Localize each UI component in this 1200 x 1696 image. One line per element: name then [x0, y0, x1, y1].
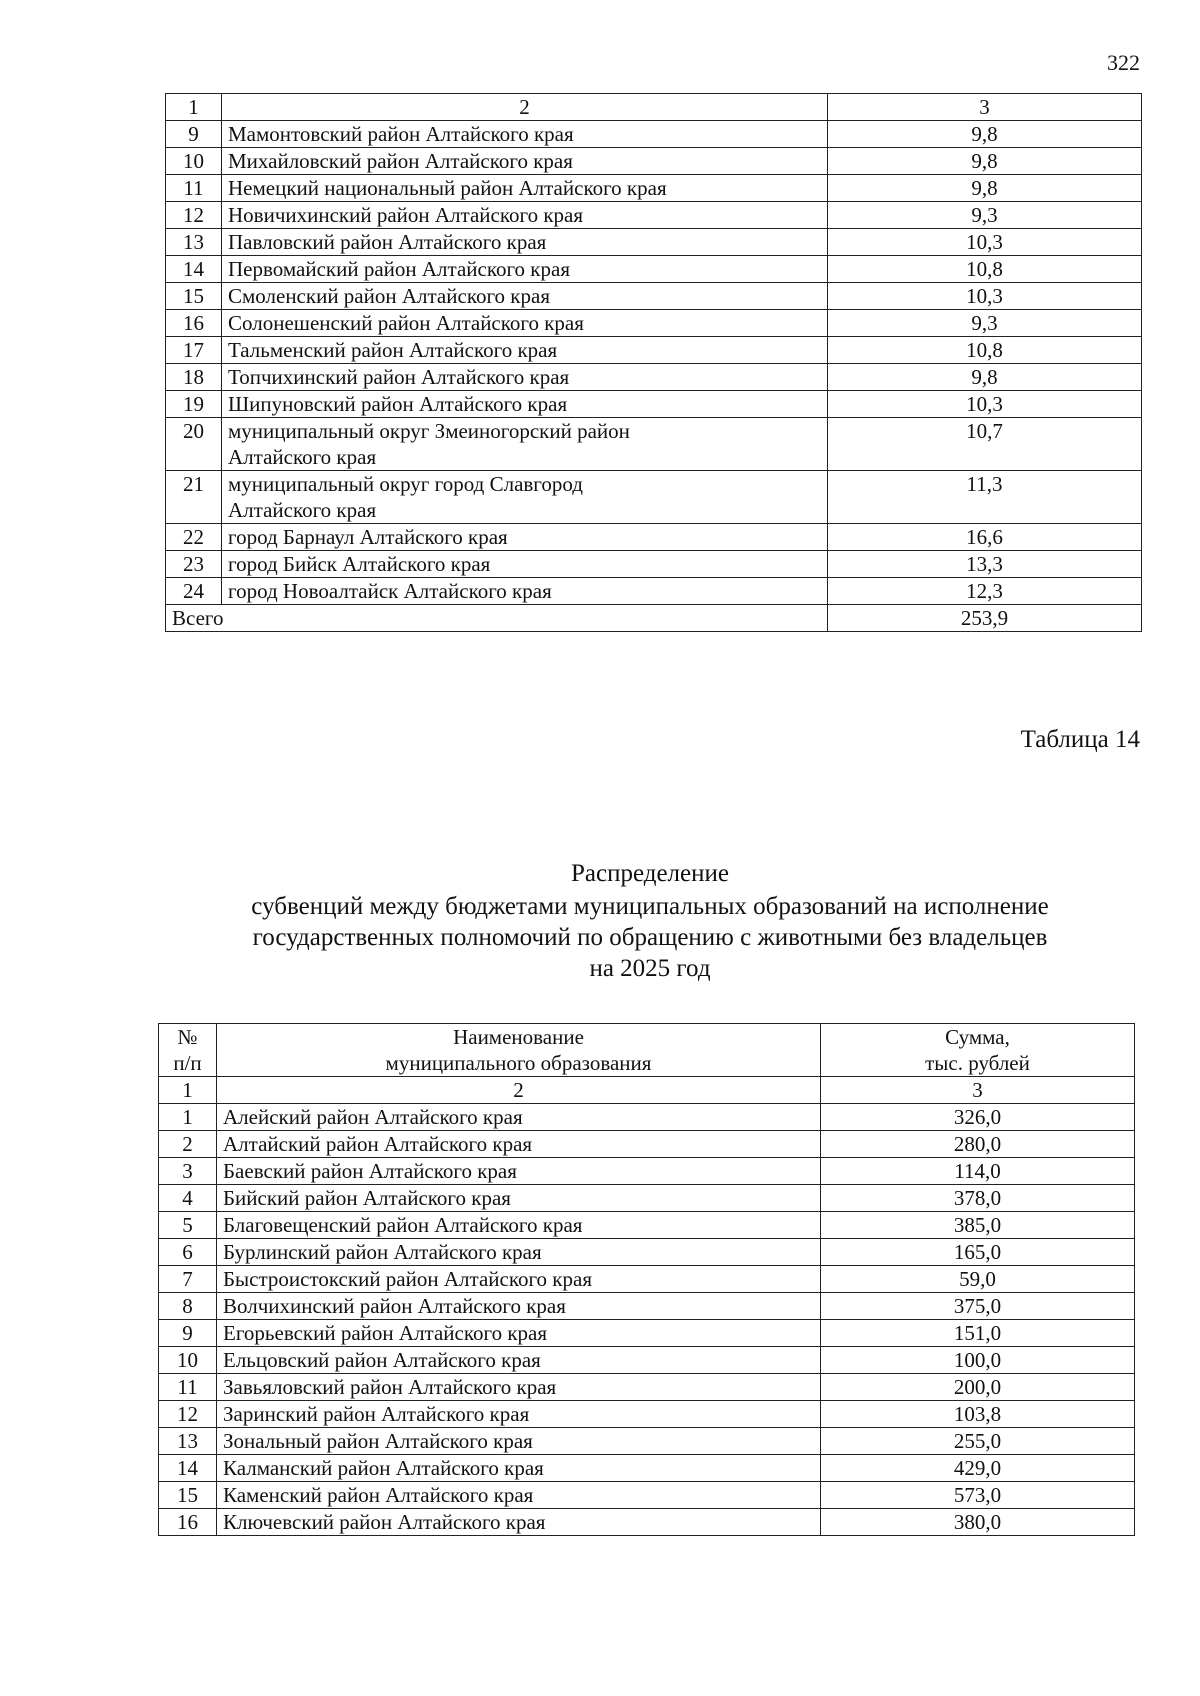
amount-value: 12,3: [828, 578, 1142, 605]
municipality-name: Шипуновский район Алтайского края: [222, 391, 828, 418]
table-row: [159, 1455, 1135, 1482]
municipality-name: Алейский район Алтайского края: [217, 1104, 821, 1131]
municipality-name: Смоленский район Алтайского края: [222, 283, 828, 310]
table-row: [159, 1401, 1135, 1428]
table-heading: [160, 858, 1140, 984]
row-number: 6: [159, 1239, 217, 1266]
header-text: тыс. рублей: [925, 1051, 1030, 1075]
amount-value: 114,0: [821, 1158, 1135, 1185]
header-name: [217, 1024, 821, 1077]
row-number: 12: [166, 202, 222, 229]
row-number: 11: [159, 1374, 217, 1401]
table-row: [159, 1482, 1135, 1509]
municipality-name: Бийский район Алтайского края: [217, 1185, 821, 1212]
amount-value: 380,0: [821, 1509, 1135, 1536]
row-number: 2: [159, 1131, 217, 1158]
row-number: 20: [166, 418, 222, 471]
municipality-name: Алтайский район Алтайского края: [217, 1131, 821, 1158]
total-row: [166, 605, 1142, 632]
municipality-name: Немецкий национальный район Алтайского края: [222, 175, 828, 202]
amount-value: 10,3: [828, 283, 1142, 310]
row-number: 19: [166, 391, 222, 418]
row-number: 16: [159, 1509, 217, 1536]
table-continuation: [165, 93, 1142, 632]
table-row: [166, 391, 1142, 418]
header-text: муниципального образования: [385, 1051, 652, 1075]
municipality-name: Благовещенский район Алтайского края: [217, 1212, 821, 1239]
row-number: 1: [159, 1104, 217, 1131]
row-number: 4: [159, 1185, 217, 1212]
column-number-2: 2: [222, 94, 828, 121]
amount-value: 326,0: [821, 1104, 1135, 1131]
amount-value: 9,8: [828, 121, 1142, 148]
table-row: [166, 256, 1142, 283]
column-number-3: 3: [821, 1077, 1135, 1104]
table-row: [166, 337, 1142, 364]
amount-value: 151,0: [821, 1320, 1135, 1347]
municipality-name: Бурлинский район Алтайского края: [217, 1239, 821, 1266]
column-number-1: 1: [166, 94, 222, 121]
row-number: 14: [159, 1455, 217, 1482]
total-label: Всего: [166, 605, 828, 632]
table-row: [159, 1266, 1135, 1293]
table-row: [166, 202, 1142, 229]
amount-value: 103,8: [821, 1401, 1135, 1428]
amount-value: 9,8: [828, 148, 1142, 175]
amount-value: 10,7: [828, 418, 1142, 471]
header-text: Наименование: [453, 1025, 584, 1049]
table-header-row: [166, 94, 1142, 121]
row-number: 12: [159, 1401, 217, 1428]
municipality-name: Калманский район Алтайского края: [217, 1455, 821, 1482]
amount-value: 378,0: [821, 1185, 1135, 1212]
amount-value: 255,0: [821, 1428, 1135, 1455]
table-row: [166, 283, 1142, 310]
header-sum: [821, 1024, 1135, 1077]
table-row: [159, 1428, 1135, 1455]
header-number: [159, 1024, 217, 1077]
amount-value: 100,0: [821, 1347, 1135, 1374]
municipality-name: [222, 471, 828, 524]
table-row: [159, 1185, 1135, 1212]
row-number: 9: [159, 1320, 217, 1347]
municipality-name: Заринский район Алтайского края: [217, 1401, 821, 1428]
municipality-name: Егорьевский район Алтайского края: [217, 1320, 821, 1347]
amount-value: 13,3: [828, 551, 1142, 578]
table1-body: [166, 94, 1142, 632]
row-number: 18: [166, 364, 222, 391]
amount-value: 429,0: [821, 1455, 1135, 1482]
amount-value: 375,0: [821, 1293, 1135, 1320]
row-number: 16: [166, 310, 222, 337]
column-number-1: 1: [159, 1077, 217, 1104]
amount-value: 9,3: [828, 310, 1142, 337]
header-text: Сумма,: [945, 1025, 1010, 1049]
table-row: [159, 1131, 1135, 1158]
row-number: 11: [166, 175, 222, 202]
municipality-name: Волчихинский район Алтайского края: [217, 1293, 821, 1320]
table-row: [159, 1293, 1135, 1320]
municipality-name: Новичихинский район Алтайского края: [222, 202, 828, 229]
heading-title: Распределение: [571, 860, 729, 887]
total-value: 253,9: [828, 605, 1142, 632]
heading-line: субвенций между бюджетами муниципальных образований на исполнение: [251, 893, 1049, 920]
municipality-name-line: Алтайского края: [228, 445, 377, 469]
municipality-name: город Барнаул Алтайского края: [222, 524, 828, 551]
row-number: 24: [166, 578, 222, 605]
row-number: 3: [159, 1158, 217, 1185]
municipality-name-line: Алтайского края: [228, 498, 377, 522]
table-row: [166, 524, 1142, 551]
table-row: [159, 1509, 1135, 1536]
amount-value: 10,8: [828, 337, 1142, 364]
municipality-name-line: муниципальный округ Змеиногорский район: [228, 419, 630, 443]
amount-value: 16,6: [828, 524, 1142, 551]
amount-value: 200,0: [821, 1374, 1135, 1401]
amount-value: 9,8: [828, 364, 1142, 391]
municipality-name: Мамонтовский район Алтайского края: [222, 121, 828, 148]
amount-value: 10,3: [828, 229, 1142, 256]
table-row: [166, 578, 1142, 605]
amount-value: 573,0: [821, 1482, 1135, 1509]
row-number: 8: [159, 1293, 217, 1320]
column-numbers-row: [159, 1077, 1135, 1104]
header-text: п/п: [173, 1051, 202, 1075]
amount-value: 11,3: [828, 471, 1142, 524]
municipality-name: Михайловский район Алтайского края: [222, 148, 828, 175]
amount-value: 280,0: [821, 1131, 1135, 1158]
header-text: №: [177, 1025, 198, 1049]
municipality-name: Солонешенский район Алтайского края: [222, 310, 828, 337]
municipality-name: Завьяловский район Алтайского края: [217, 1374, 821, 1401]
amount-value: 165,0: [821, 1239, 1135, 1266]
table-row: [166, 471, 1142, 524]
row-number: 17: [166, 337, 222, 364]
row-number: 7: [159, 1266, 217, 1293]
table-row: [159, 1374, 1135, 1401]
table-row: [166, 364, 1142, 391]
table-row: [166, 418, 1142, 471]
table-row: [166, 175, 1142, 202]
table-row: [166, 551, 1142, 578]
row-number: 22: [166, 524, 222, 551]
row-number: 23: [166, 551, 222, 578]
table-row: [159, 1347, 1135, 1374]
amount-value: 385,0: [821, 1212, 1135, 1239]
row-number: 15: [159, 1482, 217, 1509]
municipality-name-line: муниципальный округ город Славгород: [228, 472, 583, 496]
municipality-name: Ельцовский район Алтайского края: [217, 1347, 821, 1374]
table-subventions: [158, 1023, 1135, 1536]
municipality-name: Каменский район Алтайского края: [217, 1482, 821, 1509]
municipality-name: Павловский район Алтайского края: [222, 229, 828, 256]
row-number: 10: [166, 148, 222, 175]
row-number: 10: [159, 1347, 217, 1374]
row-number: 15: [166, 283, 222, 310]
amount-value: 10,3: [828, 391, 1142, 418]
amount-value: 9,3: [828, 202, 1142, 229]
amount-value: 10,8: [828, 256, 1142, 283]
table-row: [166, 310, 1142, 337]
municipality-name: Первомайский район Алтайского края: [222, 256, 828, 283]
table-row: [159, 1320, 1135, 1347]
table-row: [159, 1212, 1135, 1239]
row-number: 13: [159, 1428, 217, 1455]
table-row: [166, 229, 1142, 256]
table-row: [159, 1104, 1135, 1131]
table2-body: [159, 1024, 1135, 1536]
row-number: 14: [166, 256, 222, 283]
municipality-name: Быстроистокский район Алтайского края: [217, 1266, 821, 1293]
row-number: 21: [166, 471, 222, 524]
row-number: 9: [166, 121, 222, 148]
municipality-name: Зональный район Алтайского края: [217, 1428, 821, 1455]
page-number: 322: [1107, 50, 1140, 75]
heading-line: государственных полномочий по обращению с животными без владельцев: [252, 924, 1048, 951]
municipality-name: город Бийск Алтайского края: [222, 551, 828, 578]
municipality-name: [222, 418, 828, 471]
municipality-name: Баевский район Алтайского края: [217, 1158, 821, 1185]
table-row: [166, 148, 1142, 175]
amount-value: 59,0: [821, 1266, 1135, 1293]
table-row: [159, 1158, 1135, 1185]
municipality-name: Тальменский район Алтайского края: [222, 337, 828, 364]
table-header-row: [159, 1024, 1135, 1077]
table-row: [166, 121, 1142, 148]
column-number-3: 3: [828, 94, 1142, 121]
municipality-name: город Новоалтайск Алтайского края: [222, 578, 828, 605]
table-row: [159, 1239, 1135, 1266]
row-number: 5: [159, 1212, 217, 1239]
table-caption: Таблица 14: [1020, 726, 1140, 753]
municipality-name: Топчихинский район Алтайского края: [222, 364, 828, 391]
column-number-2: 2: [217, 1077, 821, 1104]
municipality-name: Ключевский район Алтайского края: [217, 1509, 821, 1536]
row-number: 13: [166, 229, 222, 256]
amount-value: 9,8: [828, 175, 1142, 202]
heading-line: на 2025 год: [589, 955, 711, 982]
